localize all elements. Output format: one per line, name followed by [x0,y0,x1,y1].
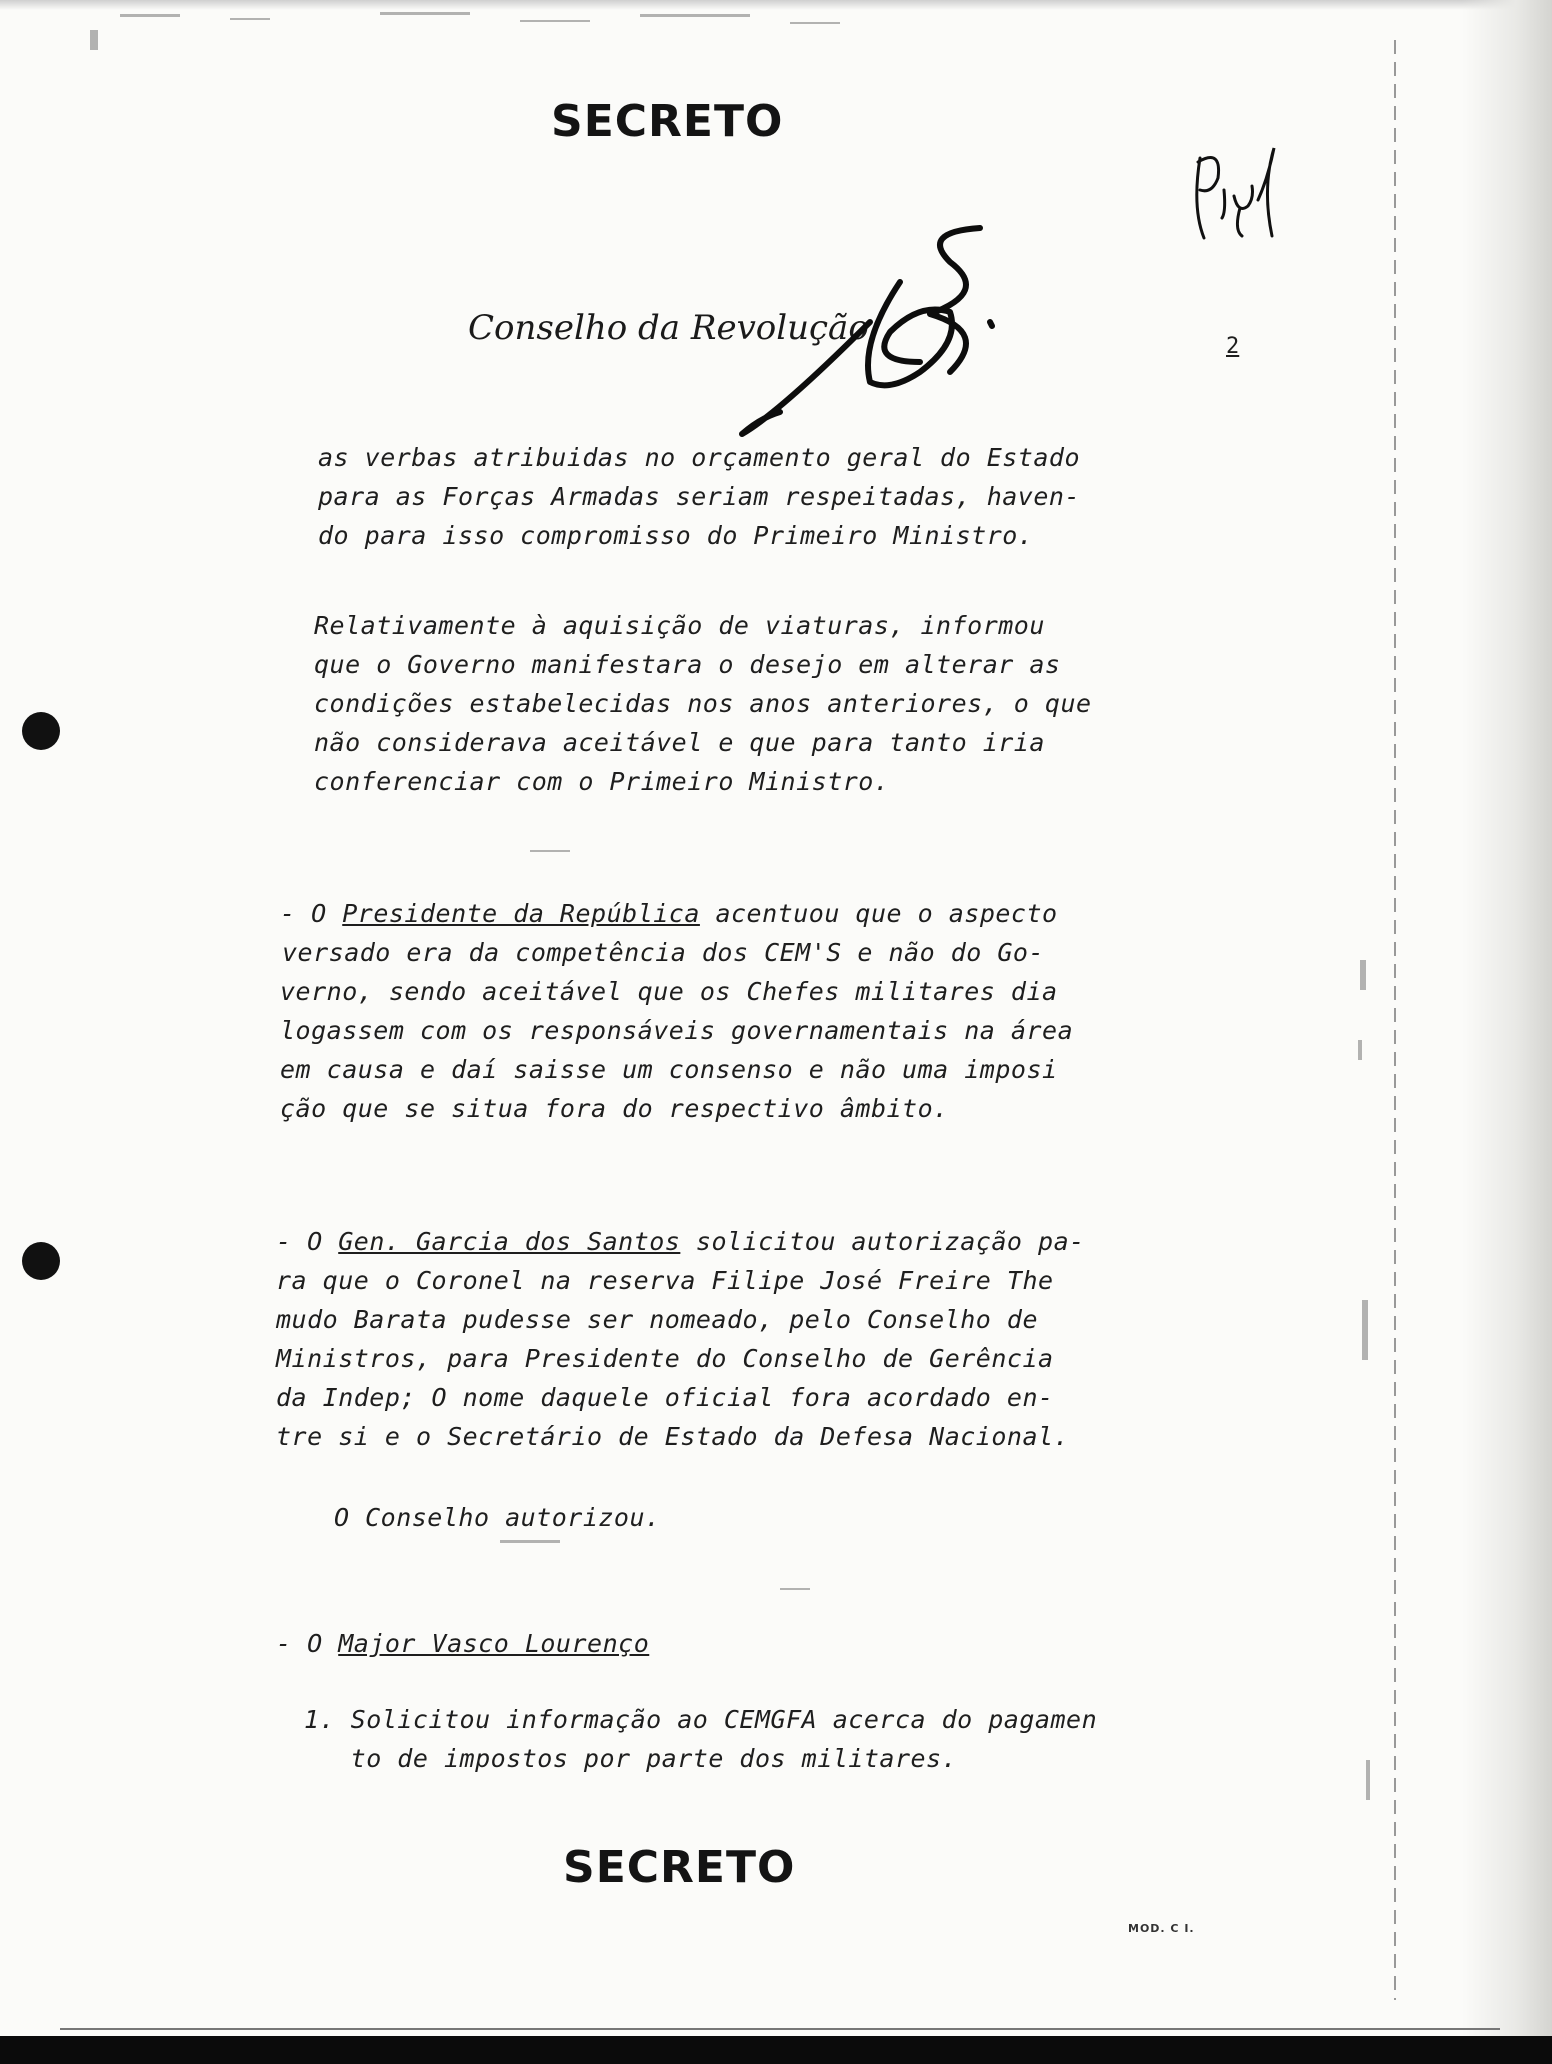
text-line: tre si e o Secretário de Estado da Defesa Nacional. [276,1422,1070,1451]
text-line: verno, sendo aceitável que os Chefes militares dia [280,977,1058,1006]
text-line: conferenciar com o Primeiro Ministro. [314,767,890,796]
paragraph-council-authorized: O Conselho autorizou. [334,1503,661,1532]
paragraph-vehicles [314,606,1092,801]
text-line: 1. Solicitou informação ao CEMGFA acerca do pagamen [304,1705,1098,1734]
punch-hole [22,712,60,750]
signature [720,222,1010,442]
speaker-name: Gen. Garcia dos Santos [338,1227,681,1256]
bottom-rule [60,2028,1500,2030]
text-line: condições estabelecidas nos anos anteriores, o que [314,689,1092,718]
numbered-item-1 [304,1700,1097,1778]
text-line: mudo Barata pudesse ser nomeado, pelo Conselho de [276,1305,1039,1334]
text-line: do para isso compromisso do Primeiro Ministro. [318,521,1034,550]
text-line: as verbas atribuidas no orçamento geral do Estado [318,443,1081,472]
text-span: solicitou autorização pa- [680,1227,1085,1256]
form-code: MOD. C I. [1128,1922,1195,1935]
text-line [280,894,1073,933]
paragraph-budget [318,438,1080,555]
text-line: que o Governo manifestara o desejo em alterar as [314,650,1061,679]
scan-bottom-edge [0,2036,1552,2064]
text-span: acentuou que o aspecto [699,899,1058,928]
text-line: da Indep; O nome daquele oficial fora acordado en- [276,1383,1054,1412]
bullet-dash: - O [276,1629,339,1658]
classification-stamp-top: SECRETO [551,96,784,147]
punch-hole [22,1242,60,1280]
text-line: Ministros, para Presidente do Conselho de Gerência [276,1344,1054,1373]
text-line: em causa e daí saisse um consenso e não uma imposi [280,1055,1058,1084]
paragraph-garcia-dos-santos [276,1222,1085,1456]
bullet-dash: - O [280,899,343,928]
text-line: para as Forças Armadas seriam respeitadas, haven- [318,482,1081,511]
handwritten-initials [1178,138,1278,248]
letterhead-title: Conselho da Revolução [468,308,869,348]
text-line: versado era da competência dos CEM'S e não do Go- [282,938,1045,967]
text-line: logassem com os responsáveis governamentais na área [280,1016,1074,1045]
speaker-name: Presidente da República [342,899,700,928]
bullet-dash: - O [276,1227,339,1256]
page-number: 2 [1226,334,1240,359]
text-line: ção que se situa fora do respectivo âmbito. [280,1094,949,1123]
paragraph-president [280,894,1073,1128]
paragraph-vasco-lourenco [276,1624,649,1663]
text-line: ra que o Coronel na reserva Filipe José Freire The [276,1266,1054,1295]
text-line [276,1222,1085,1261]
text-line: to de impostos por parte dos militares. [304,1744,958,1773]
speaker-name: Major Vasco Lourenço [338,1629,650,1658]
text-line: Relativamente à aquisição de viaturas, informou [314,611,1045,640]
classification-stamp-bottom: SECRETO [563,1842,796,1893]
text-line: não considerava aceitável e que para tanto iria [314,728,1045,757]
